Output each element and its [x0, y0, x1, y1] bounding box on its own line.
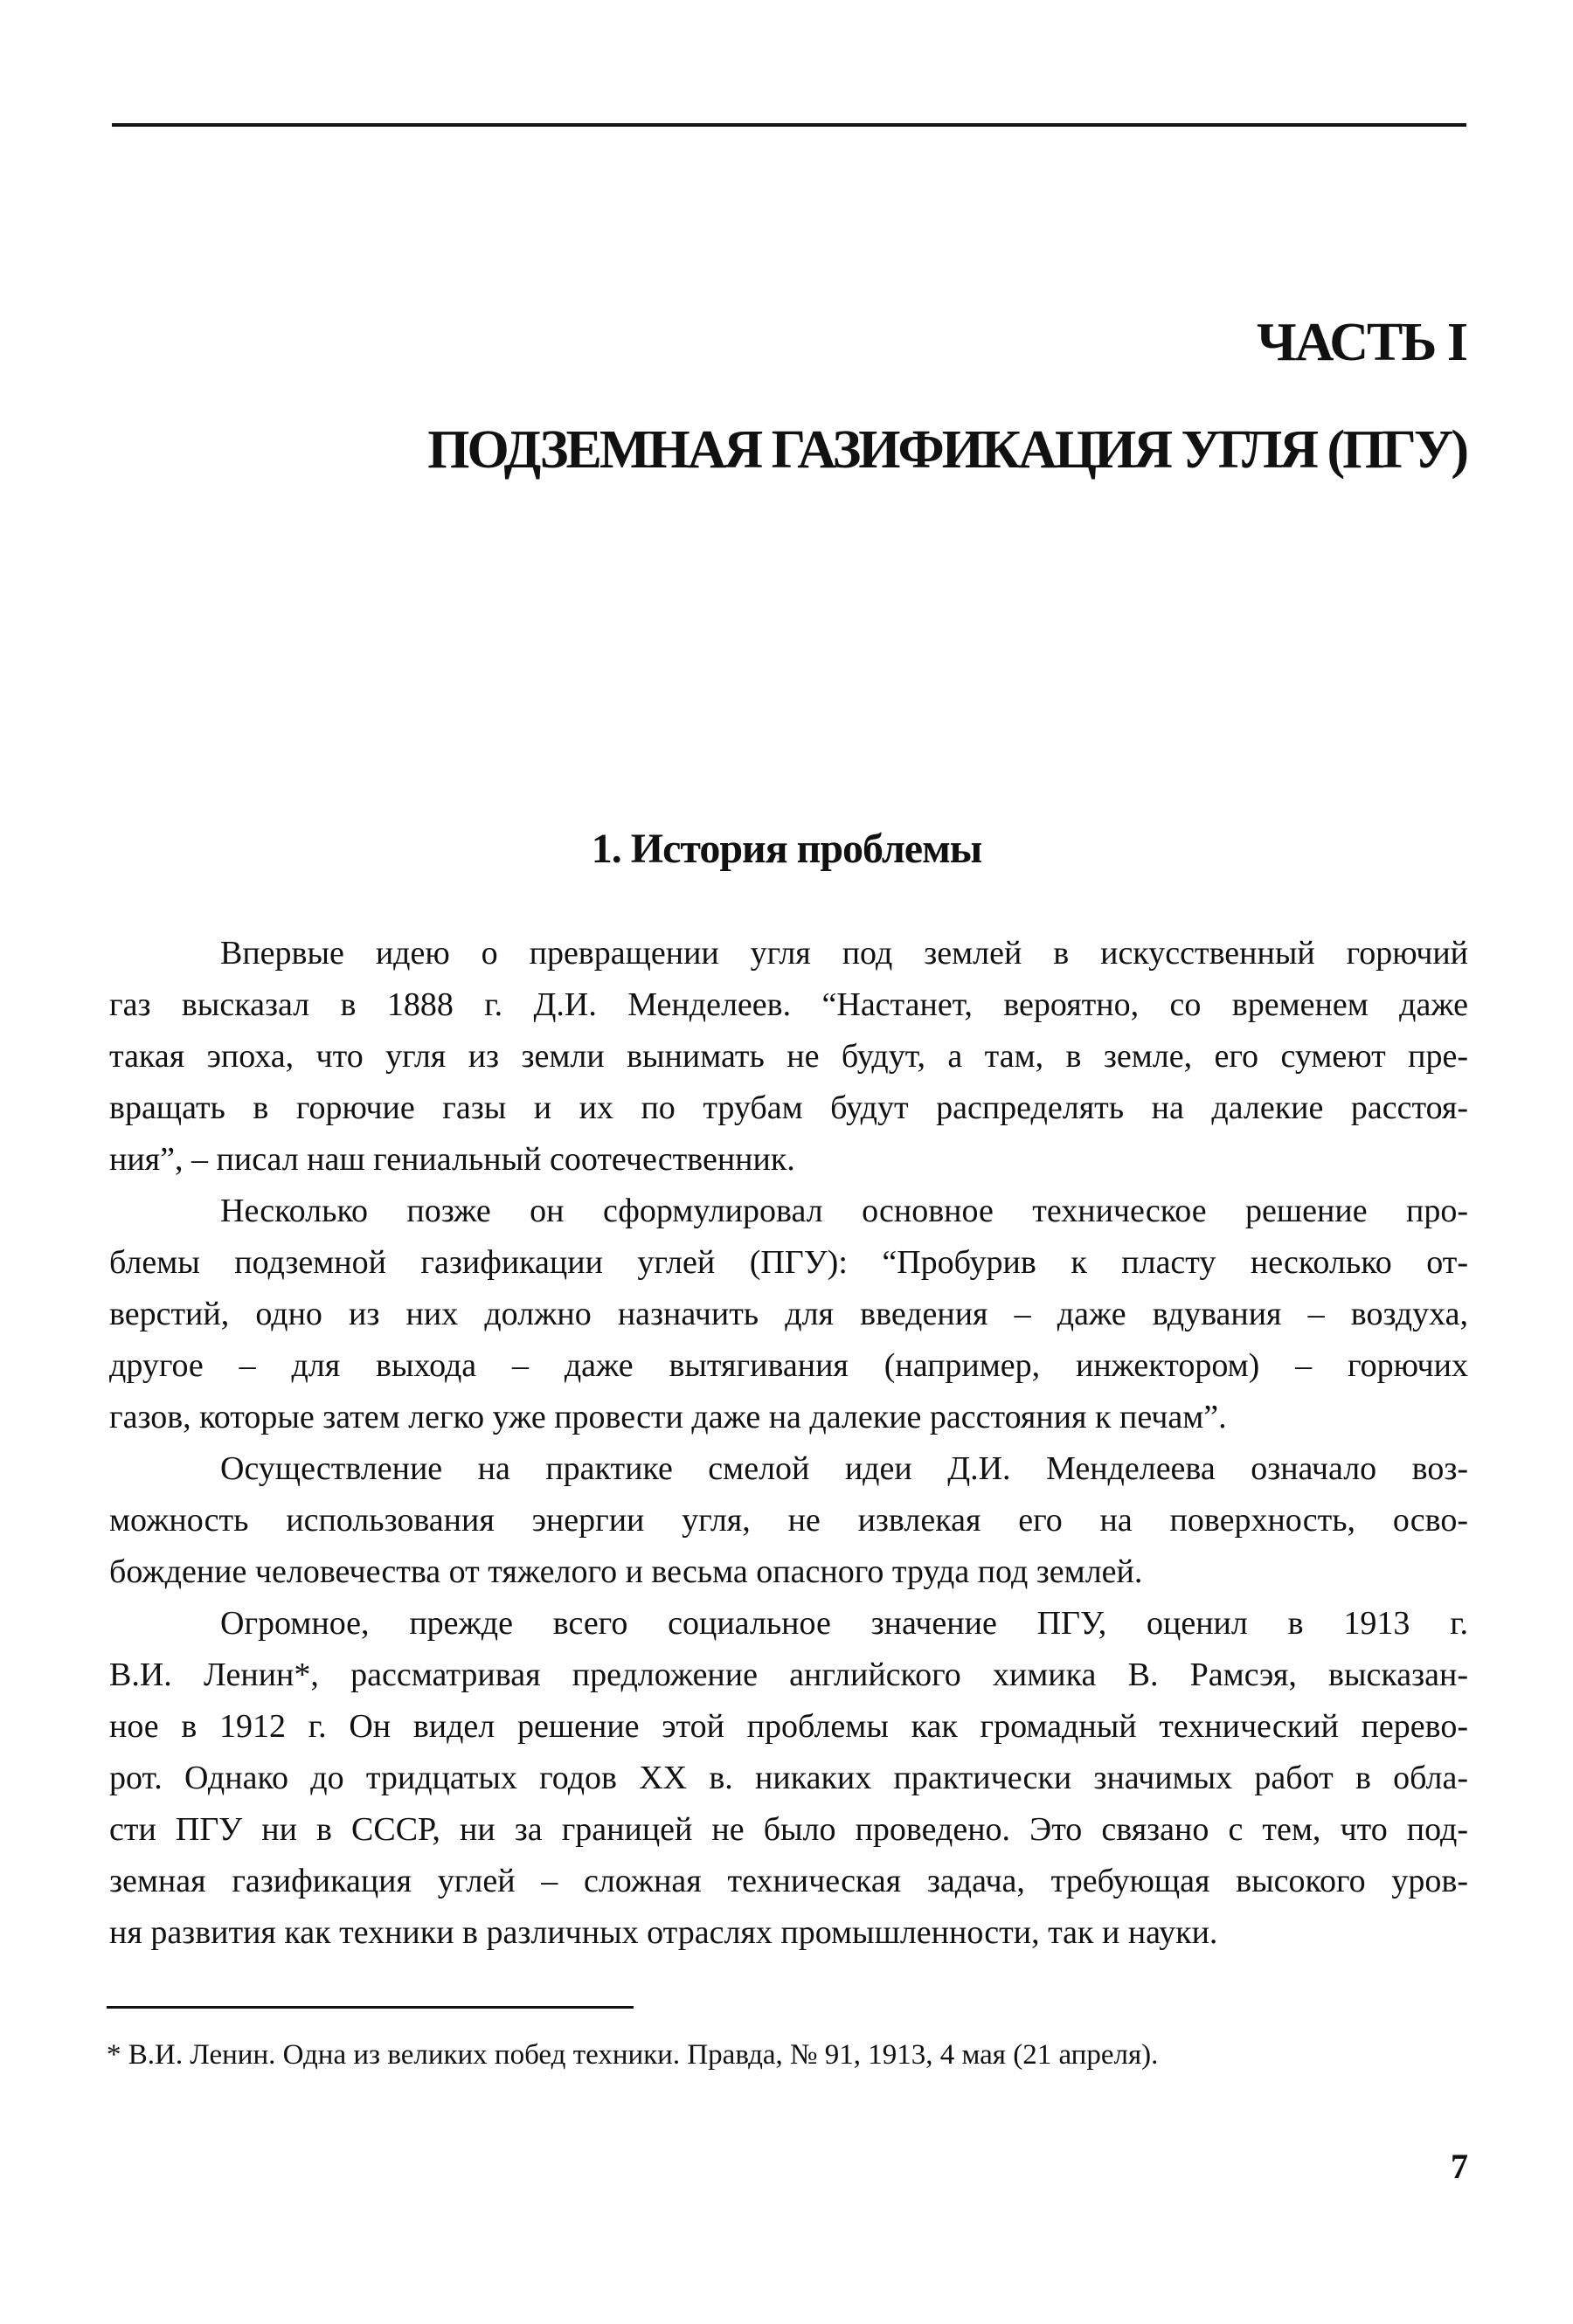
- text-line: сти ПГУ ни в СССР, ни за границей не было проведено. Это связано с тем, что под-: [109, 1811, 1468, 1848]
- text-line: ня развития как техники в различных отраслях промышленности, так и науки.: [109, 1914, 1218, 1951]
- footnote: * В.И. Ленин. Одна из великих побед техники. Правда, № 91, 1913, 4 мая (21 апреля).: [107, 2039, 1159, 2071]
- text-line: ния”, – писал наш гениальный соотечественник.: [109, 1141, 795, 1178]
- paragraph: [109, 928, 1468, 1186]
- text-line: Огромное, прежде всего социальное значение ПГУ, оценил в 1913 г.: [220, 1605, 1468, 1642]
- part-title: ЧАСТЬ I: [1257, 313, 1466, 372]
- footnote-rule: [107, 2006, 634, 2009]
- section-heading: 1. История проблемы: [591, 826, 982, 872]
- text-line: Впервые идею о превращении угля под землей в искусственный горючий: [220, 935, 1468, 972]
- text-line: В.И. Ленин*, рассматривая предложение английского химика В. Рамсэя, высказан-: [109, 1657, 1468, 1693]
- text-line: Несколько позже он сформулировал основное техническое решение про-: [220, 1193, 1468, 1229]
- paragraph: [109, 1443, 1468, 1598]
- text-line: бождение человечества от тяжелого и весьма опасного труда под землей.: [109, 1553, 1143, 1590]
- text-line: такая эпоха, что угля из земли вынимать не будут, а там, в земле, его сумеют пре-: [109, 1038, 1468, 1075]
- paragraph: [109, 1186, 1468, 1443]
- text-line: верстий, одно из них должно назначить для введения – даже вдувания – воздуха,: [109, 1296, 1468, 1332]
- paragraph: [109, 1598, 1468, 1959]
- text-line: блемы подземной газификации углей (ПГУ): “Пробурив к пласту несколько от-: [109, 1244, 1468, 1281]
- text-line: рот. Однако до тридцатых годов XX в. никаких практически значимых работ в обла-: [109, 1760, 1468, 1796]
- part-subtitle: ПОДЗЕМНАЯ ГАЗИФИКАЦИЯ УГЛЯ (ПГУ): [427, 420, 1466, 480]
- header-rule: [112, 123, 1466, 127]
- text-line: газ высказал в 1888 г. Д.И. Менделеев. “Настанет, вероятно, со временем даже: [109, 986, 1468, 1023]
- text-line: другое – для выхода – даже вытягивания (например, инжектором) – горючих: [109, 1347, 1468, 1384]
- text-line: земная газификация углей – сложная техническая задача, требующая высокого уров-: [109, 1863, 1468, 1899]
- body-text: [109, 928, 1468, 1959]
- text-line: Осуществление на практике смелой идеи Д.И. Менделеева означало воз-: [220, 1450, 1468, 1487]
- text-line: газов, которые затем легко уже провести даже на далекие расстояния к печам”.: [109, 1399, 1227, 1435]
- page-number: 7: [1451, 2147, 1468, 2186]
- text-line: вращать в горючие газы и их по трубам будут распределять на далекие расстоя-: [109, 1089, 1468, 1126]
- text-line: можность использования энергии угля, не извлекая его на поверхность, осво-: [109, 1502, 1468, 1539]
- text-line: ное в 1912 г. Он видел решение этой проблемы как громадный технический перево-: [109, 1708, 1468, 1745]
